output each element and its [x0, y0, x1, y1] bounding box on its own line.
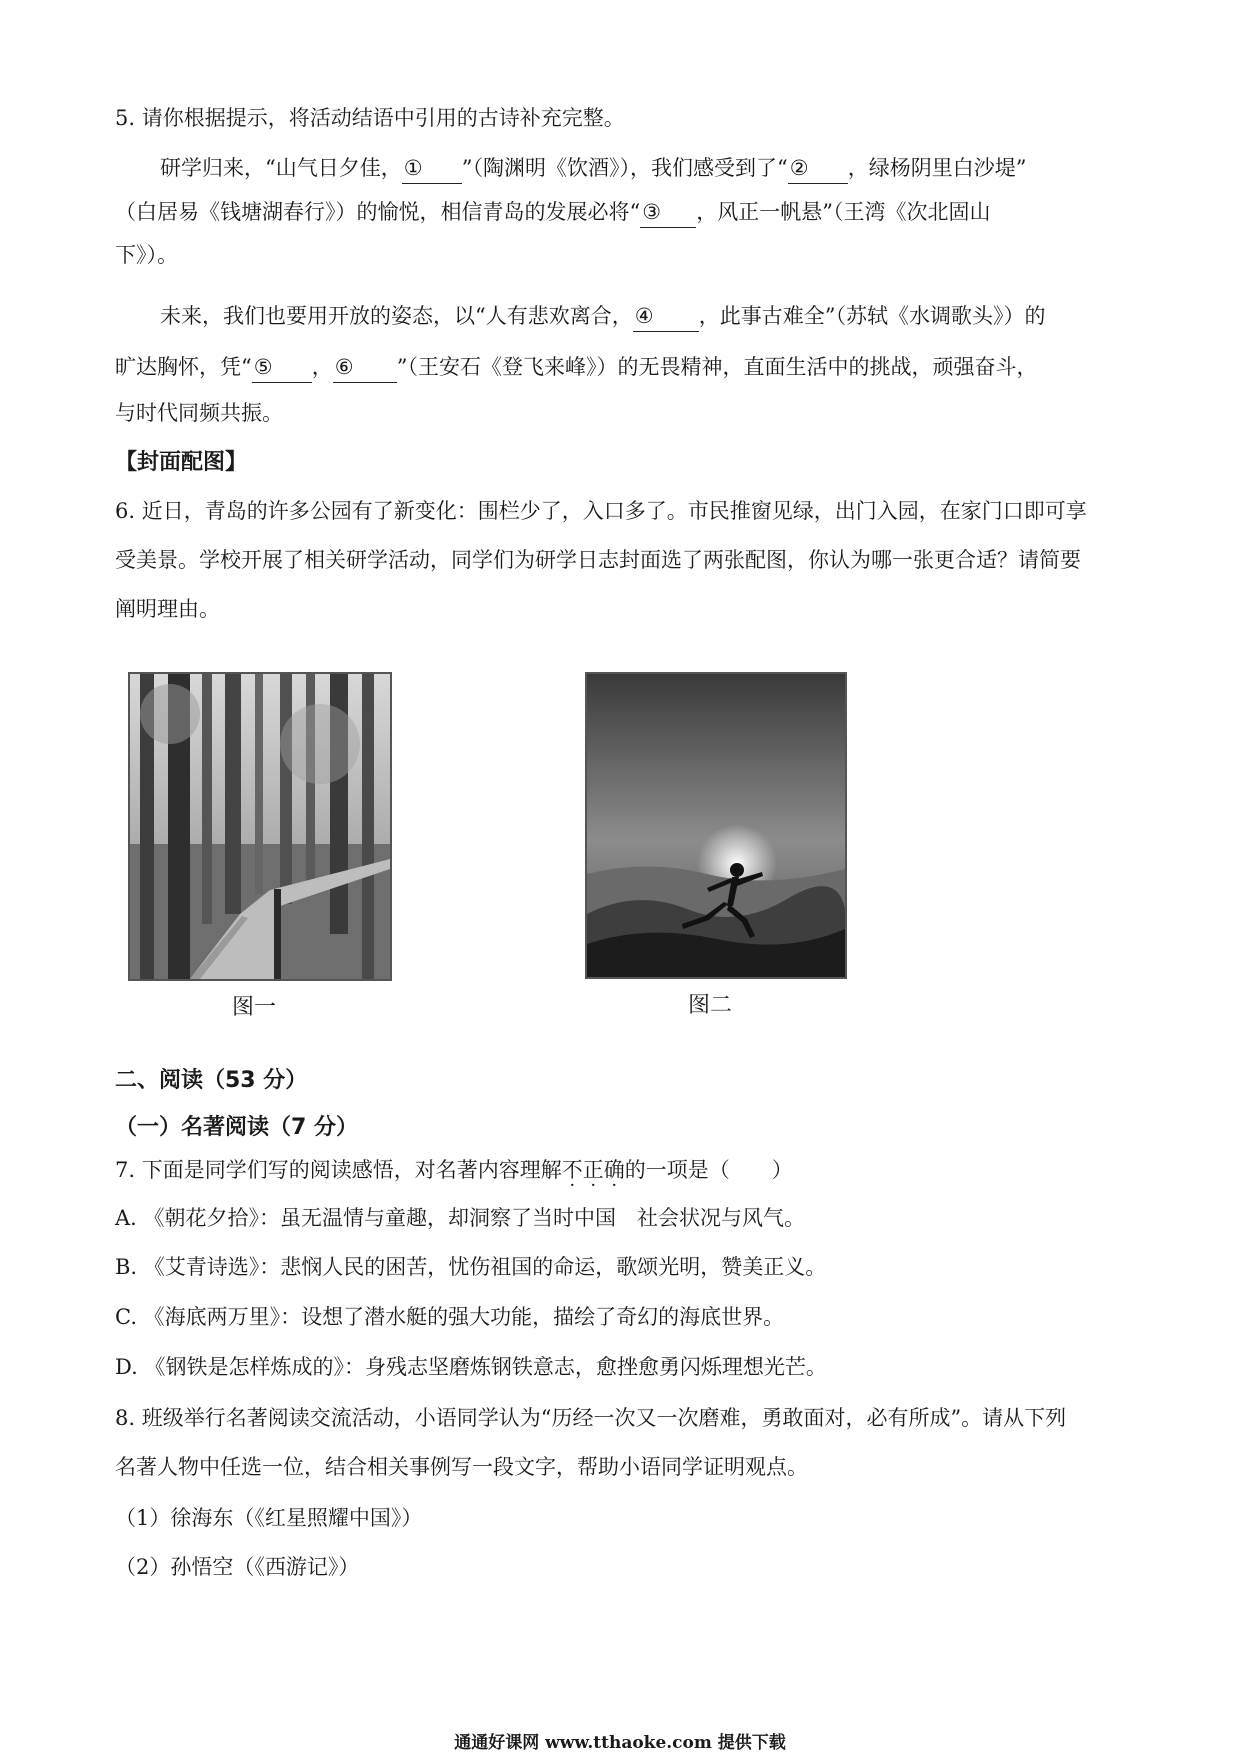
text: ，	[311, 355, 333, 379]
q8-line1: 8. 班级举行名著阅读交流活动，小语同学认为“历经一次又一次磨难，勇敢面对，必有所成”。请从下列	[115, 1406, 1067, 1430]
blank-5: ⑤	[252, 352, 312, 383]
text: （白居易《钱塘湖春行》）的愉悦，相信青岛的发展必将“	[115, 200, 641, 224]
text: ”（王安石《登飞来峰》）的无畏精神，直面生活中的挑战，顽强奋斗，	[396, 355, 1038, 379]
text: ，此事古难全”（苏轼《水调歌头》）的	[698, 304, 1046, 328]
emphasis-char: 正	[582, 1158, 604, 1182]
q7-stem	[115, 1155, 793, 1185]
q5-prompt: 5. 请你根据提示，将活动结语中引用的古诗补充完整。	[115, 106, 625, 130]
blank-6: ⑥	[333, 352, 397, 383]
emphasis-char: 确	[603, 1158, 625, 1182]
blank-2: ②	[788, 153, 848, 184]
q8-line2: 名著人物中任选一位，结合相关事例写一段文字，帮助小语同学证明观点。	[115, 1455, 808, 1479]
page-footer: 通通好课网 www.tthaoke.com 提供下载	[454, 1733, 786, 1753]
q5-para2-line3: 与时代同频共振。	[115, 401, 283, 425]
q5-para1-line2	[115, 197, 990, 228]
figure-1-caption: 图一	[232, 995, 277, 1020]
q5-para2-line1	[160, 301, 1045, 332]
q8-option-2: （2）孙悟空（《西游记》）	[115, 1555, 360, 1579]
figure-1-forest-photo	[128, 672, 392, 981]
text: 的一项是（ ）	[624, 1158, 793, 1182]
q7-option-c: C. 《海底两万里》：设想了潜水艇的强大功能，描绘了奇幻的海底世界。	[115, 1305, 785, 1329]
reading-subsection-title: （一）名著阅读（7 分）	[115, 1115, 358, 1140]
q8-option-1: （1）徐海东（《红星照耀中国》）	[115, 1506, 423, 1530]
q7-option-d: D. 《钢铁是怎样炼成的》：身残志坚磨炼钢铁意志，愈挫愈勇闪烁理想光芒。	[115, 1355, 827, 1379]
figure-2-caption: 图二	[688, 993, 733, 1018]
text: 研学归来，“山气日夕佳，	[160, 156, 402, 180]
text: 旷达胸怀，凭“	[115, 355, 252, 379]
text: ”（陶渊明《饮酒》），我们感受到了“	[461, 156, 788, 180]
reading-section-title: 二、阅读（53 分）	[115, 1068, 308, 1093]
q5-para1-line3: 下》）。	[115, 243, 178, 267]
q7-option-b: B. 《艾青诗选》：悲悯人民的困苦，忧伤祖国的命运，歌颂光明，赞美正义。	[115, 1255, 827, 1279]
emphasis-char: 不	[561, 1158, 583, 1182]
q7-option-a: A. 《朝花夕拾》：虽无温情与童趣，却洞察了当时中国 社会状况与风气。	[115, 1206, 806, 1230]
cover-heading: 【封面配图】	[115, 450, 248, 475]
text: ，绿杨阴里白沙堤”	[847, 156, 1027, 180]
forest-illustration	[130, 674, 390, 979]
q5-para2-line2	[115, 352, 1037, 383]
text: 未来，我们也要用开放的姿态，以“人有悲欢离合，	[160, 304, 633, 328]
q6-line2: 受美景。学校开展了相关研学活动，同学们为研学日志封面选了两张配图，你认为哪一张更合适？请简要	[115, 548, 1081, 572]
runner-illustration	[587, 674, 845, 977]
text: ，风正一帆悬”（王湾《次北固山	[696, 200, 991, 224]
blank-4: ④	[633, 301, 699, 332]
q6-line3: 阐明理由。	[115, 597, 220, 621]
blank-1: ①	[402, 153, 462, 184]
text: 7. 下面是同学们写的阅读感悟，对名著内容理解	[115, 1158, 562, 1182]
figure-2-runner-photo	[585, 672, 847, 979]
q6-line1: 6. 近日，青岛的许多公园有了新变化：围栏少了，入口多了。市民推窗见绿，出门入园，在家门口即可享	[115, 499, 1087, 523]
blank-3: ③	[640, 197, 696, 228]
q5-para1-line1	[160, 153, 1026, 184]
